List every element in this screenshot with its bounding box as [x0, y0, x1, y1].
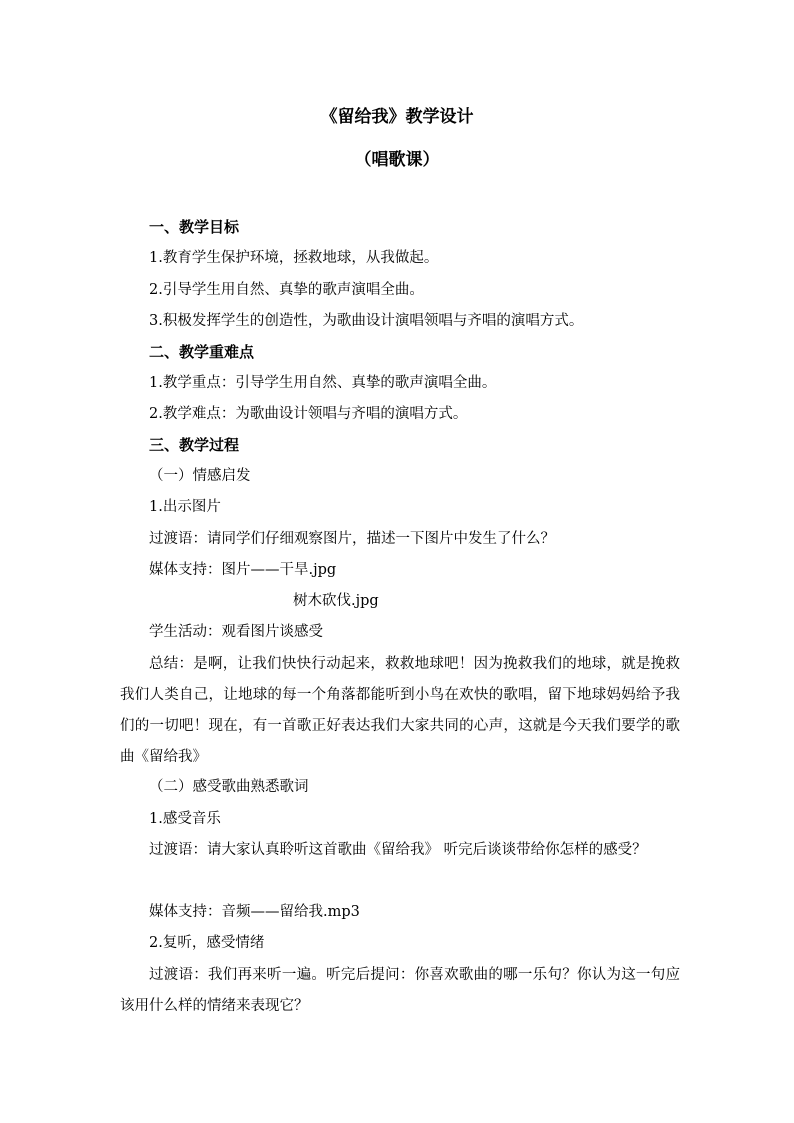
objective-item: 1.教育学生保护环境，拯救地球，从我做起。	[149, 250, 439, 266]
transition-paragraph: 过渡语：请大家认真聆听这首歌曲《留给我》 听完后谈谈带给你怎样的感受？	[149, 842, 647, 858]
section-heading-objectives: 一、教学目标	[149, 218, 240, 236]
objective-item: 2.引导学生用自然、真挚的歌声演唱全曲。	[149, 282, 424, 298]
key-point-item: 2.教学难点：为歌曲设计领唱与齐唱的演唱方式。	[149, 406, 468, 422]
student-activity: 学生活动：观看图片谈感受	[149, 624, 323, 640]
transition-paragraph: 过渡语：我们再来听一遍。听完后提问：你喜欢歌曲的哪一乐句？你认为这一句应该用什么样的情绪来表现它？	[120, 967, 680, 1014]
media-support: 媒体支持：音频——留给我.mp3	[149, 904, 360, 920]
step-label: 2.复听，感受情绪	[149, 935, 265, 951]
document-title: 《留给我》教学设计	[320, 107, 474, 127]
step-label: 1.出示图片	[149, 499, 221, 515]
document-subtitle: （唱歌课）	[354, 150, 440, 170]
step-label: 1.感受音乐	[149, 811, 221, 827]
section-heading-key-points: 二、教学重难点	[149, 343, 255, 361]
media-support: 媒体支持：图片——干旱.jpg	[149, 562, 337, 578]
subsection-heading: （二）感受歌曲熟悉歌词	[149, 779, 309, 795]
subsection-heading: （一）情感启发	[149, 468, 251, 484]
section-heading-process: 三、教学过程	[149, 436, 240, 454]
summary-paragraph: 总结：是啊，让我们快快行动起来，救救地球吧！因为挽救我们的地球，就是挽救我们人类自己，让地球的每一个角落都能听到小鸟在欢快的歌唱，留下地球妈妈给予我们的一切吧！现在，有一首歌正好表达我们大家共同的心声，这就是今天我们要学的歌曲《留给我》	[120, 656, 680, 765]
objective-item: 3.积极发挥学生的创造性，为歌曲设计演唱领唱与齐唱的演唱方式。	[149, 313, 584, 329]
key-point-item: 1.教学重点：引导学生用自然、真挚的歌声演唱全曲。	[149, 375, 497, 391]
media-support-continued: 树木砍伐.jpg	[293, 593, 379, 609]
transition-text: 过渡语：请同学们仔细观察图片，描述一下图片中发生了什么？	[149, 531, 555, 547]
